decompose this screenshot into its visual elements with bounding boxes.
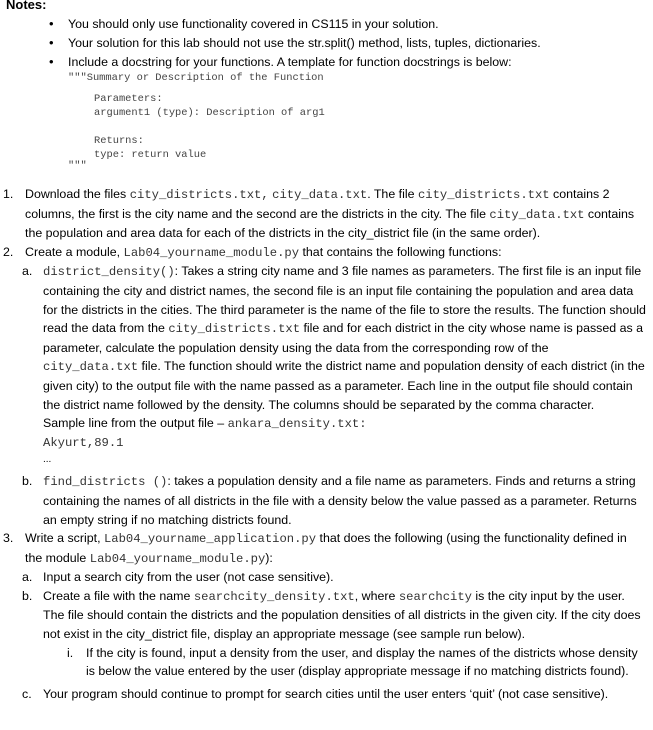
item-marker: 3. (3, 531, 14, 546)
function-name-code: district_density() (43, 265, 175, 280)
instruction-item-2b (0, 472, 647, 529)
item-marker: b. (22, 474, 33, 489)
item-marker: 2. (3, 244, 14, 259)
instruction-text: Create a file with the name searchcity_density.txt, where searchcity is the city input by the user. The file should contain the districts and the population densities of all districts in the given city. If the city does not exist in the city_district file, display an appropriate message (see sample run below). (43, 588, 641, 642)
sample-output-label: Sample line from the output file – ankara_density.txt: (43, 416, 367, 432)
instruction-item-3b-i (43, 644, 647, 681)
item-marker: b. (22, 588, 33, 603)
variable-code: searchcity (398, 589, 472, 604)
bullet-dot-icon: • (49, 35, 54, 50)
docstring-template (68, 71, 628, 171)
docstring-params-header: Parameters: (94, 93, 163, 105)
filename-code: city_districts.txt (168, 322, 301, 337)
docstring-params-line: argument1 (type): Description of arg1 (94, 107, 325, 119)
instruction-text: Write a script, Lab04_yourname_application.py that does the following (using the functionality defined in the module Lab04_yourname_module.py): (25, 531, 627, 566)
script-filename-code: Lab04_yourname_application.py (103, 532, 317, 547)
instruction-item-2 (0, 243, 653, 529)
notes-bullet (0, 15, 653, 34)
sample-output-line: Akyurt,89.1 (43, 435, 124, 450)
instruction-text: If the city is found, input a density from the user, and display the names of the districts whose density is below the value entered by the user (display appropriate message if no matching districts found). (86, 645, 638, 679)
docstring-summary-line: """Summary or Description of the Function (68, 72, 324, 84)
item-marker: 1. (3, 187, 14, 201)
instruction-item-3b (0, 587, 647, 681)
instruction-text: find_districts (): takes a population density and a file name as parameters. Finds and returns a string containing the names of all districts in the file with a density below the value passed as a parameter. Returns an empty string if no matching districts found. (43, 474, 637, 527)
item-marker: c. (22, 686, 32, 701)
docstring-returns-line: type: return value (94, 149, 207, 161)
filename-code: city_data.txt (43, 360, 139, 375)
item-marker: a. (22, 264, 33, 279)
function-name-code: find_districts () (43, 475, 168, 490)
filename-code: city_data.txt (489, 207, 585, 222)
notes-bullet (0, 53, 653, 72)
sample-filename-code: ankara_density.txt: (227, 417, 367, 432)
notes-bullet-list (0, 15, 653, 72)
instruction-text: Input a search city from the user (not case sensitive). (43, 570, 334, 585)
instruction-item-3a (0, 568, 647, 587)
bullet-dot-icon: • (49, 54, 54, 69)
notes-bullet (0, 34, 653, 53)
instruction-item-2a (0, 262, 647, 468)
module-filename-code: Lab04_yourname_module.py (123, 245, 300, 260)
bullet-text: Include a docstring for your functions. A template for function docstrings is below: (68, 55, 512, 69)
instruction-text: Your program should continue to prompt for search cities until the user enters ‘quit’ (not case sensitive). (43, 686, 609, 701)
item-marker: i. (67, 645, 74, 660)
filename-code: city_districts.txt, (129, 188, 269, 202)
instruction-text: Create a module, Lab04_yourname_module.py that contains the following functions: (25, 244, 502, 260)
docstring-returns-header: Returns: (94, 135, 144, 147)
filename-code: city_data.txt (272, 188, 368, 202)
notes-heading: Notes: (6, 0, 47, 12)
bullet-text: You should only use functionality covered in CS115 in your solution. (68, 17, 439, 31)
filename-code: city_districts.txt (417, 188, 550, 202)
sample-ellipsis: ... (43, 454, 52, 466)
filename-code: searchcity_density.txt (193, 589, 355, 604)
instruction-item-3c (0, 685, 647, 704)
docstring-close: """ (68, 160, 87, 172)
instruction-text: Download the files city_districts.txt, city_data.txt. The file city_districts.txt contains 2 columns, the first is the city name and the second are the districts in the city. The file city_data.txt contains the population and area data for each of the districts in the city_district file (in the same order). (25, 187, 635, 241)
module-filename-code: Lab04_yourname_module.py (89, 551, 266, 566)
bullet-text: Your solution for this lab should not use the str.split() method, lists, tuples, dictionaries. (68, 36, 541, 50)
instruction-item-3 (0, 529, 653, 703)
item-marker: a. (22, 570, 33, 585)
instruction-text: district_density(): Takes a string city name and 3 file names as parameters. The first file is an input file containing the city and district names, the second file is an input file containing the population and area data for the districts in the cities. The third parameter is the name of the file to store the results. The function should read the data from the city_districts.txt file and for each district in the city whose name is passed as a parameter, calculate the population density using the data from the corresponding row of the city_data.txt file. The function should write the district name and population density of each district (in the given city) to the output file with the name passed as a parameter. Each line in the output file should contain the district name followed by the density. The columns should be separated by the comma character. (43, 264, 646, 412)
bullet-dot-icon: • (49, 16, 54, 31)
instructions-list (0, 185, 653, 703)
instruction-item-1 (0, 185, 653, 243)
